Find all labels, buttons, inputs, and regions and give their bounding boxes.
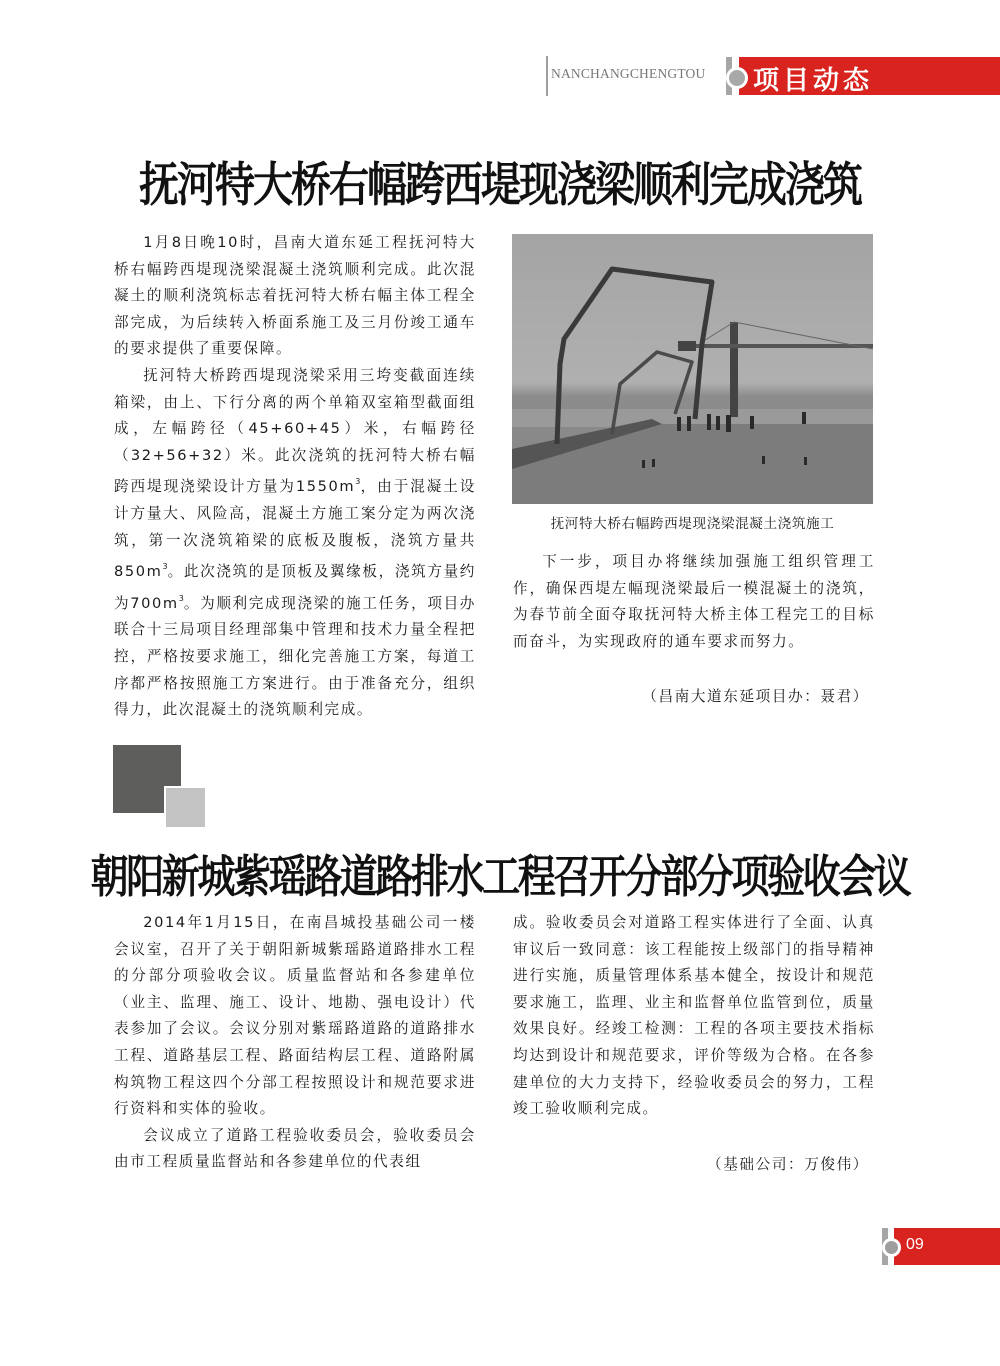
construction-photo [512, 234, 873, 504]
superscript: 3 [178, 593, 184, 603]
article-1-byline: （昌南大道东延项目办：聂君） [642, 688, 869, 705]
article-2-paragraph: 会议成立了道路工程验收委员会，验收委员会由市工程质量监督站和各参建单位的代表组 [114, 1126, 476, 1171]
tower-crane-mast [730, 322, 738, 417]
article-2-column-right [513, 910, 875, 1123]
text-run: 。此次浇筑的是顶板及翼缘板，浇筑方量约为700m [114, 563, 476, 612]
header-divider [546, 56, 548, 96]
article-1-paragraph: 下一步，项目办将继续加强施工组织管理工作，确保西堤左幅现浇梁最后一模混凝土的浇筑，为春节前全面夺取抚河特大桥主体工程完工的目标而奋斗，为实现政府的通车要求而努力。 [513, 553, 875, 650]
article-1-column-left [114, 230, 476, 724]
text-run: ，由于混凝土设计方量大、风险高，混凝土方施工案分定为两次浇筑，第一次浇筑箱梁的底板及腹板，浇筑方量共850m [114, 478, 476, 581]
crane-counterweight [678, 341, 696, 351]
decorative-square-light [164, 786, 205, 827]
article-1-column-right [513, 549, 875, 655]
photo-caption: 抚河特大桥右幅跨西堤现浇梁混凝土浇筑施工 [550, 516, 835, 532]
article-2-paragraph: 2014年1月15日，在南昌城投基础公司一楼会议室，召开了关于朝阳新城紫瑶路道路排水工程的分部分项验收会议。质量监督站和各参建单位（业主、监理、施工、设计、地勘、强电设计）代表参加了会议。会议分别对紫瑶路道路的道路排水工程、道路基层工程、路面结构层工程、道路附属构筑物工程这四个分部工程按照设计和规范要求进行资料和实体的验收。 [114, 914, 476, 1118]
article-2-paragraph: 成。验收委员会对道路工程实体进行了全面、认真审议后一致同意：该工程能按上级部门的指导精神进行实施，质量管理体系基本健全，按设计和规范要求施工，监理、业主和监督单位监管到位，质量效果良好。经竣工检测：工程的各项主要技术指标均达到设计和规范要求，评价等级为合格。在各参建单位的大力支持下，经验收委员会的努力，工程竣工验收顺利完成。 [513, 914, 875, 1118]
article-1-paragraph [114, 363, 476, 724]
superscript: 3 [355, 477, 361, 487]
section-title: 项目动态 [753, 66, 874, 96]
bridge-deck [512, 424, 873, 504]
text-run: 抚河特大桥跨西堤现浇梁采用三垮变截面连续箱梁，由上、下行分离的两个单箱双室箱型截面组成，左幅跨径（45+60+45）米，右幅跨径（32+56+32）米。此次浇筑的抚河特大桥右幅跨西堤现浇梁设计方量为1550m [114, 366, 476, 496]
section-banner [739, 57, 1000, 95]
page-number-banner [894, 1228, 1000, 1265]
circle-dot-icon [726, 67, 748, 89]
brand-name: NANCHANGCHENGTOU [551, 66, 706, 81]
article-2-byline: （基础公司：万俊伟） [707, 1156, 869, 1173]
page-number: 09 [906, 1236, 924, 1253]
tower-crane-jib [678, 344, 873, 348]
superscript: 3 [162, 562, 168, 572]
article-2-column-left [114, 910, 476, 1176]
text-run: 。为顺利完成现浇梁的施工任务，项目办联合十三局项目经理部集中管理和技术力量全程把控，严格按要求施工，细化完善施工方案，每道工序都严格按照施工方案进行。由于准备充分，组织得力，此次混凝土的浇筑顺利完成。 [114, 594, 476, 719]
article-1-title: 抚河特大桥右幅跨西堤现浇梁顺利完成浇筑 [139, 157, 861, 213]
article-1-paragraph: 1月8日晚10时，昌南大道东延工程抚河特大桥右幅跨西堤现浇梁混凝土浇筑顺利完成。此次混凝土的顺利浇筑标志着抚河特大桥右幅主体工程全部完成，为后续转入桥面系施工及三月份竣工通车的要求提供了重要保障。 [114, 234, 476, 358]
photo-illustration [512, 234, 873, 504]
circle-dot-icon [882, 1238, 901, 1257]
article-2-title: 朝阳新城紫瑶路道路排水工程召开分部分项验收会议 [90, 849, 910, 903]
